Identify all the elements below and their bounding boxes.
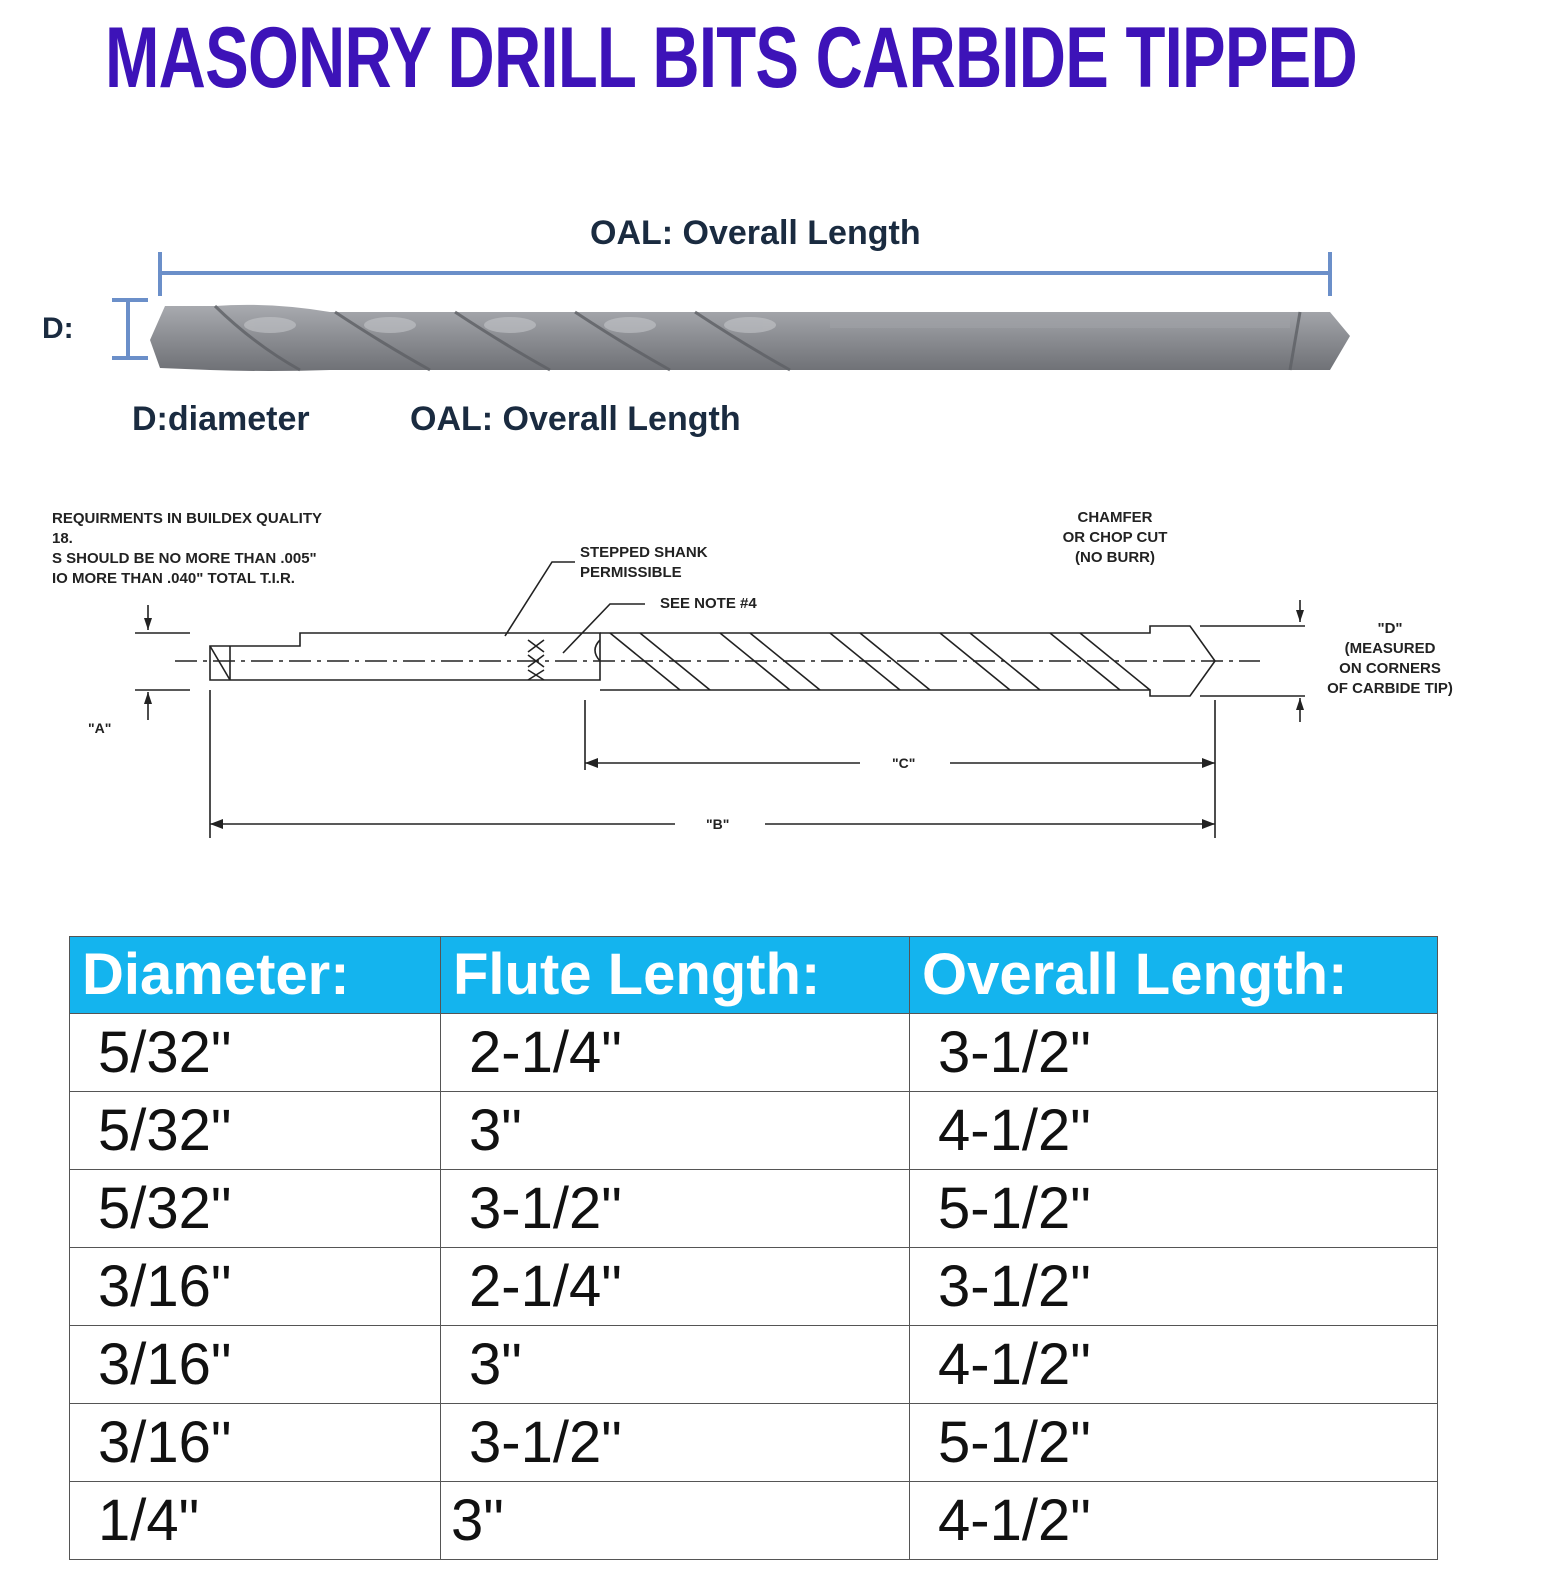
table-row bbox=[70, 1014, 1438, 1092]
cell-overall-length: 3-1/2" bbox=[910, 1248, 1438, 1326]
cell-diameter: 5/32" bbox=[70, 1170, 441, 1248]
legend-diameter: D:diameter bbox=[132, 400, 310, 438]
cell-overall-length: 4-1/2" bbox=[910, 1482, 1438, 1560]
cell-flute-length: 2-1/4" bbox=[441, 1248, 910, 1326]
cell-overall-length: 4-1/2" bbox=[910, 1092, 1438, 1170]
cell-overall-length: 5-1/2" bbox=[910, 1170, 1438, 1248]
cell-overall-length: 5-1/2" bbox=[910, 1404, 1438, 1482]
header-flute-length: Flute Length: bbox=[441, 937, 910, 1014]
note-line: OF CARBIDE TIP) bbox=[1327, 680, 1453, 697]
cell-flute-length: 3-1/2" bbox=[441, 1170, 910, 1248]
header-overall-length: Overall Length: bbox=[910, 937, 1438, 1014]
note-line: 18. bbox=[52, 530, 73, 547]
table-header-row bbox=[70, 937, 1438, 1014]
dimension-a-label: "A" bbox=[88, 720, 112, 736]
d-measured-note bbox=[1310, 619, 1470, 699]
spec-table bbox=[69, 936, 1438, 1560]
table-row bbox=[70, 1326, 1438, 1404]
note-line: (MEASURED bbox=[1344, 640, 1436, 657]
page-title: MASONRY DRILL BITS CARBIDE TIPPED bbox=[105, 10, 1357, 106]
note-line: STEPPED SHANK bbox=[580, 544, 708, 561]
note-line: ON CORNERS bbox=[1339, 660, 1441, 677]
cell-diameter: 3/16" bbox=[70, 1404, 441, 1482]
note-line: PERMISSIBLE bbox=[580, 564, 682, 581]
note-line: (NO BURR) bbox=[1075, 549, 1155, 566]
table-row bbox=[70, 1248, 1438, 1326]
table-row bbox=[70, 1170, 1438, 1248]
cell-flute-length: 3-1/2" bbox=[441, 1404, 910, 1482]
note-line: REQUIRMENTS IN BUILDEX QUALITY bbox=[52, 510, 323, 527]
note-line: IO MORE THAN .040" TOTAL T.I.R. bbox=[52, 570, 295, 587]
see-note-label: SEE NOTE #4 bbox=[660, 595, 757, 612]
diameter-label: D: bbox=[42, 312, 74, 345]
cell-overall-length: 4-1/2" bbox=[910, 1326, 1438, 1404]
note-line: S SHOULD BE NO MORE THAN .005" bbox=[52, 550, 317, 567]
cell-flute-length: 3" bbox=[441, 1092, 910, 1170]
cell-flute-length: 2-1/4" bbox=[441, 1014, 910, 1092]
oal-top-label: OAL: Overall Length bbox=[590, 214, 921, 252]
table-row bbox=[70, 1404, 1438, 1482]
note-line: CHAMFER bbox=[1077, 509, 1153, 526]
cell-flute-length: 3" bbox=[441, 1326, 910, 1404]
table-row bbox=[70, 1482, 1438, 1560]
cell-diameter: 5/32" bbox=[70, 1092, 441, 1170]
drawing-notes bbox=[52, 509, 322, 589]
dimension-c-label: "C" bbox=[892, 755, 916, 771]
cell-diameter: 3/16" bbox=[70, 1326, 441, 1404]
chamfer-note bbox=[1040, 508, 1190, 568]
dimension-b-label: "B" bbox=[706, 816, 730, 832]
cell-overall-length: 3-1/2" bbox=[910, 1014, 1438, 1092]
note-line: OR CHOP CUT bbox=[1062, 529, 1168, 546]
cell-flute-length: 3" bbox=[441, 1482, 910, 1560]
header-diameter: Diameter: bbox=[70, 937, 441, 1014]
cell-diameter: 5/32" bbox=[70, 1014, 441, 1092]
cell-diameter: 1/4" bbox=[70, 1482, 441, 1560]
cell-diameter: 3/16" bbox=[70, 1248, 441, 1326]
legend-overall-length: OAL: Overall Length bbox=[410, 400, 741, 438]
note-line: "D" bbox=[1377, 620, 1403, 637]
stepped-shank-note bbox=[580, 543, 708, 583]
table-row bbox=[70, 1092, 1438, 1170]
